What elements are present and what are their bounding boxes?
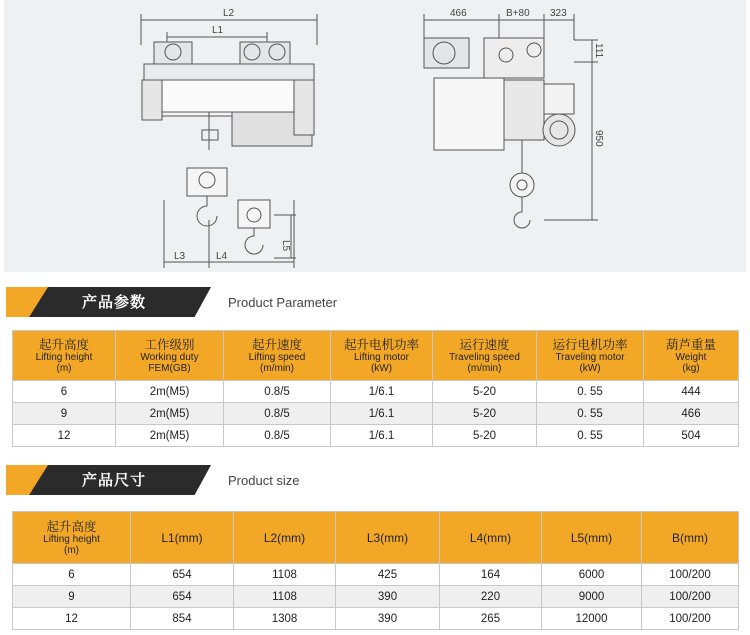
table-cell: 6 <box>13 564 131 586</box>
dim-label-l4: L4 <box>216 251 228 262</box>
header-l3: L3(mm) <box>336 512 440 564</box>
table-cell: 1/6.1 <box>331 381 433 403</box>
parameter-table <box>12 330 739 447</box>
table-cell: 854 <box>131 608 234 630</box>
table-cell: 504 <box>644 425 739 447</box>
table-cell: 390 <box>336 586 440 608</box>
header-lifting-motor: 起升电机功率 Lifting motor (kW) <box>331 331 433 381</box>
table-cell: 9 <box>13 586 131 608</box>
table-cell: 265 <box>440 608 542 630</box>
table-cell: 9000 <box>542 586 642 608</box>
table-cell: 12 <box>13 425 116 447</box>
table-row <box>13 608 739 630</box>
dim-label-466: 466 <box>450 8 467 19</box>
header-weight: 葫芦重量 Weight (kg) <box>644 331 739 381</box>
table-cell: 220 <box>440 586 542 608</box>
table-cell: 100/200 <box>642 586 739 608</box>
table-cell: 0.8/5 <box>224 425 331 447</box>
dim-label-l3: L3 <box>174 251 186 262</box>
table-cell: 12000 <box>542 608 642 630</box>
table-cell: 0.8/5 <box>224 381 331 403</box>
size-header-row <box>13 512 739 564</box>
dim-label-l2: L2 <box>223 8 235 19</box>
table-cell: 1108 <box>234 586 336 608</box>
dim-label-l5: L5 <box>280 240 291 252</box>
table-cell: 1/6.1 <box>331 425 433 447</box>
table-cell: 1308 <box>234 608 336 630</box>
table-row <box>13 564 739 586</box>
header-traveling-motor: 运行电机功率 Traveling motor (kW) <box>537 331 644 381</box>
hoist-drawing-svg <box>4 0 746 272</box>
header-traveling-speed: 运行速度 Traveling speed (m/min) <box>433 331 537 381</box>
technical-drawing <box>4 0 746 272</box>
table-cell: 0. 55 <box>537 425 644 447</box>
table-cell: 466 <box>644 403 739 425</box>
header-working-duty: 工作级别 Working duty FEM(GB) <box>116 331 224 381</box>
header-l2: L2(mm) <box>234 512 336 564</box>
dim-label-950: 950 <box>593 130 604 147</box>
size-table <box>12 511 739 630</box>
dim-label-323: 323 <box>550 8 567 19</box>
header-lifting-height: 起升高度 Lifting height (m) <box>13 512 131 564</box>
table-cell: 2m(M5) <box>116 425 224 447</box>
table-cell: 100/200 <box>642 564 739 586</box>
table-row <box>13 381 739 403</box>
table-cell: 164 <box>440 564 542 586</box>
parameter-header-row <box>13 331 739 381</box>
table-cell: 5-20 <box>433 381 537 403</box>
table-row <box>13 586 739 608</box>
table-cell: 0. 55 <box>537 403 644 425</box>
table-cell: 1108 <box>234 564 336 586</box>
table-cell: 654 <box>131 564 234 586</box>
table-cell: 100/200 <box>642 608 739 630</box>
table-cell: 5-20 <box>433 403 537 425</box>
header-b: B(mm) <box>642 512 739 564</box>
table-cell: 0.8/5 <box>224 403 331 425</box>
table-cell: 6 <box>13 381 116 403</box>
header-l1: L1(mm) <box>131 512 234 564</box>
header-l4: L4(mm) <box>440 512 542 564</box>
header-lifting-speed: 起升速度 Lifting speed (m/min) <box>224 331 331 381</box>
dim-label-b80: B+80 <box>506 8 530 19</box>
parameter-title-en: Product Parameter <box>228 295 338 310</box>
parameter-section-header <box>6 287 706 317</box>
table-cell: 0. 55 <box>537 381 644 403</box>
table-cell: 390 <box>336 608 440 630</box>
size-title-cn: 产品尺寸 <box>82 471 147 489</box>
table-cell: 9 <box>13 403 116 425</box>
table-cell: 12 <box>13 608 131 630</box>
table-cell: 5-20 <box>433 425 537 447</box>
dim-label-111: 111 <box>593 43 604 59</box>
table-cell: 654 <box>131 586 234 608</box>
table-row <box>13 403 739 425</box>
table-cell: 2m(M5) <box>116 403 224 425</box>
table-cell: 444 <box>644 381 739 403</box>
dim-label-l1: L1 <box>212 25 224 36</box>
table-cell: 2m(M5) <box>116 381 224 403</box>
header-l5: L5(mm) <box>542 512 642 564</box>
table-cell: 425 <box>336 564 440 586</box>
header-lifting-height: 起升高度 Lifting height (m) <box>13 331 116 381</box>
size-section-header <box>6 465 706 495</box>
size-title-en: Product size <box>228 473 300 488</box>
table-cell: 1/6.1 <box>331 403 433 425</box>
table-cell: 6000 <box>542 564 642 586</box>
parameter-title-cn: 产品参数 <box>82 293 147 311</box>
table-row <box>13 425 739 447</box>
